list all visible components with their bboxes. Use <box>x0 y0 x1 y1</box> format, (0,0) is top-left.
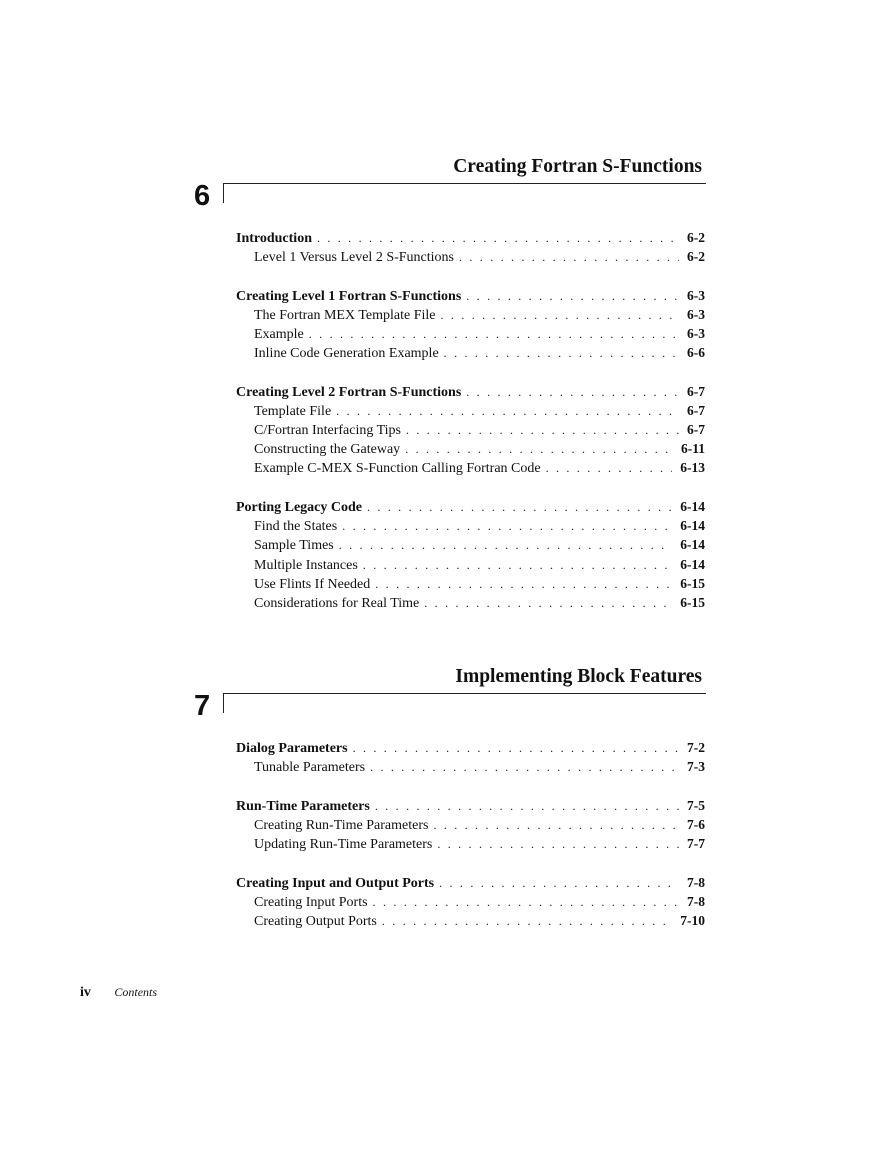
toc-group <box>236 382 705 478</box>
toc-entry-label: Dialog Parameters <box>236 741 348 756</box>
toc-entry-subsection[interactable] <box>236 555 705 574</box>
toc-entry-section[interactable] <box>236 228 705 247</box>
toc-entry-subsection[interactable] <box>236 834 705 853</box>
toc-entry-label: Level 1 Versus Level 2 S-Functions <box>254 250 454 266</box>
chapter-rule-tick <box>223 183 224 203</box>
toc-entry-page: 6-14 <box>680 518 705 534</box>
toc-entry-label: Template File <box>254 403 332 419</box>
dot-leader <box>444 344 679 363</box>
toc-entry-subsection[interactable] <box>236 911 705 930</box>
toc-list <box>236 228 705 631</box>
toc-entry-page: 7-10 <box>680 912 705 928</box>
toc-entry-page: 6-3 <box>687 306 705 322</box>
footer-section: Contents <box>114 985 158 999</box>
toc-entry-subsection[interactable] <box>236 324 705 343</box>
toc-entry-label: Use Flints If Needed <box>254 576 371 592</box>
toc-entry-page: 6-3 <box>687 326 705 342</box>
toc-entry-page: 6-15 <box>680 575 705 591</box>
chapter-number: 7 <box>194 690 211 722</box>
dot-leader <box>373 893 679 912</box>
toc-entry-page: 6-13 <box>680 460 705 476</box>
toc-entry-page: 6-2 <box>687 249 705 265</box>
toc-entry-label: Porting Legacy Code <box>236 499 362 515</box>
chapter-rule <box>223 693 706 694</box>
toc-entry-page: 7-2 <box>687 740 705 755</box>
toc-group <box>236 497 705 612</box>
toc-entry-subsection[interactable] <box>236 535 705 554</box>
dot-leader <box>433 816 679 835</box>
toc-entry-subsection[interactable] <box>236 757 705 776</box>
toc-entry-page: 7-8 <box>687 874 705 890</box>
dot-leader <box>406 421 679 440</box>
toc-entry-label: Example <box>254 327 304 343</box>
dot-leader <box>382 912 672 931</box>
dot-leader <box>375 575 672 594</box>
toc-entry-page: 6-7 <box>687 402 705 418</box>
toc-entry-subsection[interactable] <box>236 420 705 439</box>
toc-list <box>236 738 705 949</box>
toc-entry-page: 6-14 <box>680 537 705 553</box>
toc-entry-subsection[interactable] <box>236 815 705 834</box>
toc-entry-section[interactable] <box>236 796 705 815</box>
toc-entry-label: Creating Input Ports <box>254 894 368 910</box>
chapter-title: Creating Fortran S-Functions <box>453 156 702 177</box>
dot-leader <box>339 536 673 555</box>
toc-entry-subsection[interactable] <box>236 516 705 535</box>
dot-leader <box>424 594 672 613</box>
toc-entry-page: 7-3 <box>687 759 705 775</box>
toc-entry-label: Multiple Instances <box>254 557 358 573</box>
chapter-number: 6 <box>194 180 211 212</box>
toc-entry-subsection[interactable] <box>236 305 705 324</box>
dot-leader <box>336 402 679 421</box>
toc-entry-label: The Fortran MEX Template File <box>254 307 436 323</box>
toc-entry-page: 6-6 <box>687 345 705 361</box>
toc-entry-page: 7-8 <box>687 893 705 909</box>
toc-entry-label: Creating Level 2 Fortran S-Functions <box>236 384 462 400</box>
dot-leader <box>375 797 679 816</box>
toc-entry-label: Run-Time Parameters <box>236 798 370 814</box>
toc-group <box>236 873 705 931</box>
toc-entry-section[interactable] <box>236 497 705 516</box>
dot-leader <box>342 517 672 536</box>
toc-entry-section[interactable] <box>236 873 705 892</box>
toc-entry-page: 6-7 <box>687 383 705 399</box>
toc-entry-label: Introduction <box>236 231 312 246</box>
dot-leader <box>459 248 679 267</box>
chapter-rule-tick <box>223 693 224 713</box>
toc-entry-label: Creating Level 1 Fortran S-Functions <box>236 288 462 304</box>
toc-entry-label: Find the States <box>254 519 338 535</box>
dot-leader <box>439 874 679 893</box>
toc-entry-label: Tunable Parameters <box>254 760 366 776</box>
toc-entry-page: 7-5 <box>687 797 705 813</box>
toc-entry-subsection[interactable] <box>236 247 705 266</box>
toc-entry-page: 6-3 <box>687 287 705 303</box>
toc-entry-section[interactable] <box>236 286 705 305</box>
toc-entry-label: Example C-MEX S-Function Calling Fortran Code <box>254 461 541 477</box>
dot-leader <box>363 556 672 575</box>
toc-entry-label: C/Fortran Interfacing Tips <box>254 423 401 439</box>
dot-leader <box>441 306 679 325</box>
toc-entry-label: Considerations for Real Time <box>254 595 420 611</box>
page-footer <box>80 985 157 1001</box>
page-number: iv <box>80 985 91 1000</box>
toc-entry-subsection[interactable] <box>236 439 705 458</box>
dot-leader <box>370 758 679 777</box>
toc-entry-section[interactable] <box>236 382 705 401</box>
toc-entry-label: Creating Run-Time Parameters <box>254 817 429 833</box>
toc-entry-subsection[interactable] <box>236 892 705 911</box>
toc-entry-page: 7-7 <box>687 836 705 852</box>
toc-entry-subsection[interactable] <box>236 593 705 612</box>
toc-entry-label: Constructing the Gateway <box>254 442 401 458</box>
toc-entry-label: Inline Code Generation Example <box>254 346 439 362</box>
toc-entry-page: 7-6 <box>687 816 705 832</box>
dot-leader <box>437 835 679 854</box>
toc-entry-subsection[interactable] <box>236 574 705 593</box>
toc-entry-subsection[interactable] <box>236 401 705 420</box>
chapter-title: Implementing Block Features <box>455 666 702 687</box>
toc-group <box>236 738 705 776</box>
dot-leader <box>405 440 673 459</box>
toc-entry-page: 6-14 <box>680 556 705 572</box>
chapter-rule <box>223 183 706 184</box>
dot-leader <box>367 498 672 517</box>
toc-entry-label: Sample Times <box>254 538 334 554</box>
toc-group <box>236 286 705 363</box>
toc-entry-page: 6-2 <box>687 230 705 245</box>
toc-group <box>236 228 705 266</box>
toc-entry-page: 6-11 <box>680 441 705 457</box>
toc-entry-page: 6-15 <box>680 594 705 610</box>
dot-leader <box>309 325 679 344</box>
toc-entry-page: 6-14 <box>680 498 705 514</box>
dot-leader <box>466 287 679 306</box>
toc-entry-label: Creating Output Ports <box>254 913 377 929</box>
dot-leader <box>353 739 679 758</box>
dot-leader <box>317 229 679 248</box>
toc-entry-subsection[interactable] <box>236 458 705 477</box>
toc-entry-section[interactable] <box>236 738 705 757</box>
toc-entry-label: Updating Run-Time Parameters <box>254 837 433 853</box>
dot-leader <box>466 383 679 402</box>
dot-leader <box>546 459 673 478</box>
toc-group <box>236 796 705 854</box>
toc-entry-subsection[interactable] <box>236 343 705 362</box>
toc-entry-page: 6-7 <box>687 422 705 438</box>
toc-entry-label: Creating Input and Output Ports <box>236 875 435 891</box>
